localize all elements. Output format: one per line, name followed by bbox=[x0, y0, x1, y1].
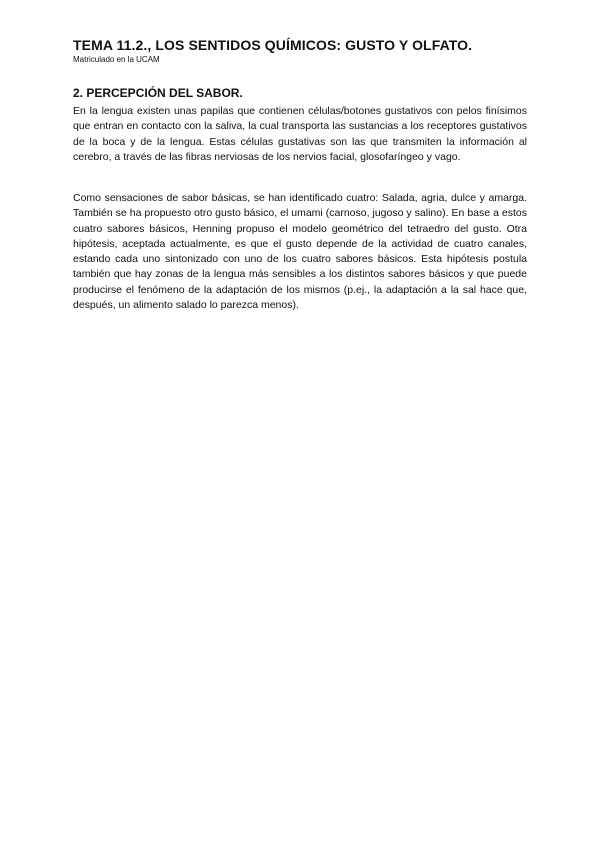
section-heading: 2. PERCEPCIÓN DEL SABOR. bbox=[73, 86, 243, 100]
page-title: TEMA 11.2., LOS SENTIDOS QUÍMICOS: GUSTO Y OLFATO. bbox=[73, 37, 473, 53]
page-subtitle: Matriculado en la UCAM bbox=[73, 55, 160, 64]
paragraph-1: En la lengua existen unas papilas que contienen células/botones gustativos con pelos finísimos que entran en contacto con la saliva, la cual transporta las sustancias a los receptores gustativos de la boca y de la lengua. Estas células gustativas son las que transmiten la información al cerebro, a través de las fibras nerviosas de los nervios facial, glosofaríngeo y vago. bbox=[73, 105, 527, 163]
paragraph-2: Como sensaciones de sabor básicas, se han identificado cuatro: Salada, agria, dulce y amarga. También se ha propuesto otro gusto básico, el umami (carnoso, jugoso y salino). En base a estos cuatro sabores básicos, Henning propuso el modelo geométrico del tetraedro del gusto. Otra hipótesis, aceptada actualmente, es que el gusto depende de la actividad de cuatro canales, estando cada uno sintonizado con uno de los cuatro sabores básicos. Esta hipótesis postula también que hay zonas de la lengua más sensibles a los distintos sabores básicos y que puede producirse el fenómeno de la adaptación de los mismos (p.ej., la adaptación a la sal hace que, después, un alimento salado lo parezca menos). bbox=[73, 192, 527, 312]
